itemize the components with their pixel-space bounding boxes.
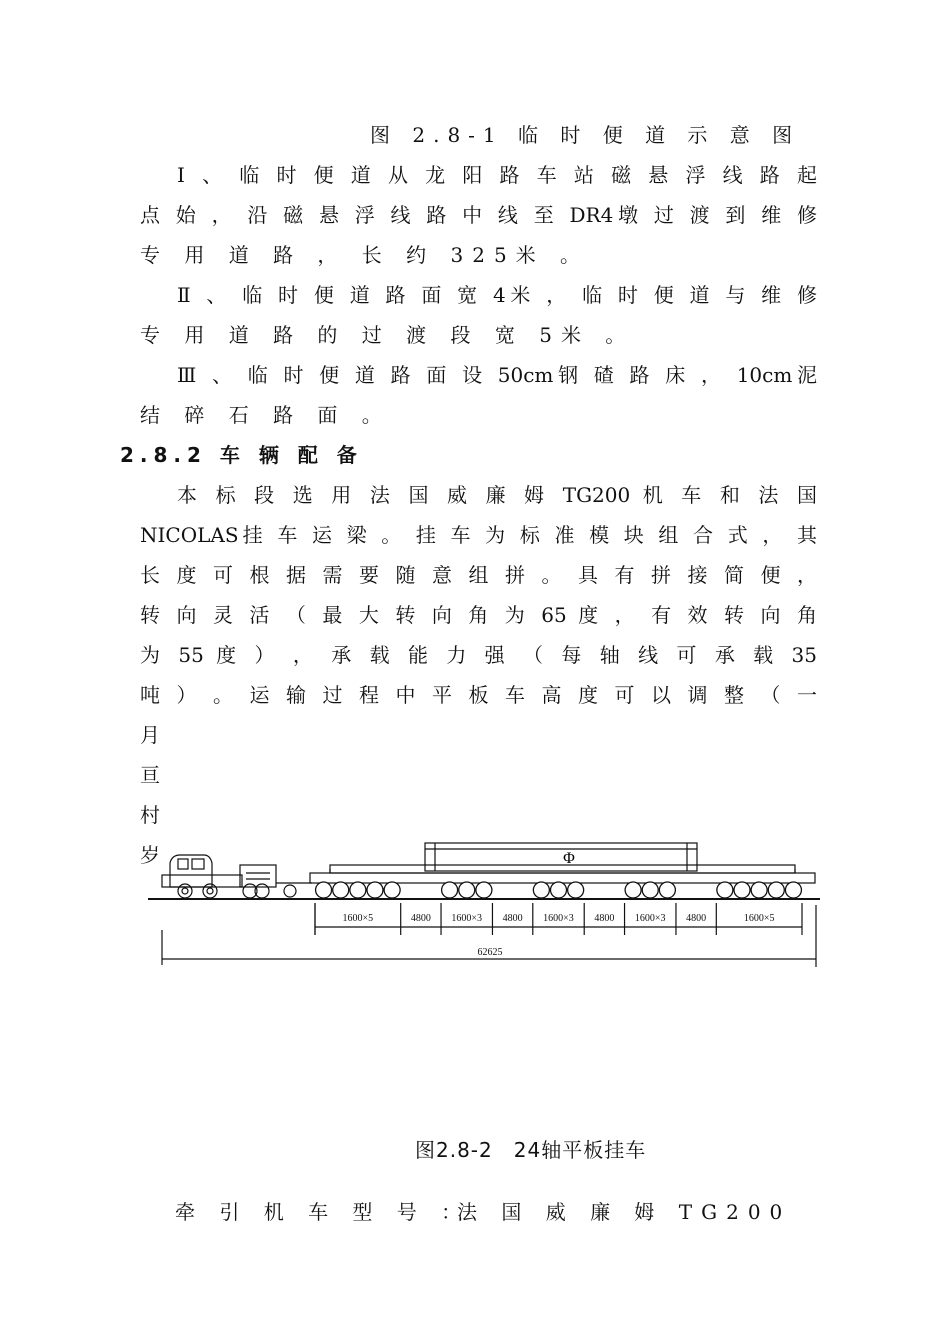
trailer-wheel bbox=[350, 882, 366, 898]
total-length-label: 62625 bbox=[477, 947, 503, 958]
segment-label: 4800 bbox=[686, 913, 707, 924]
trailer-wheel bbox=[333, 882, 349, 898]
trailer-wheel bbox=[717, 882, 733, 898]
trailer-wheel bbox=[734, 882, 750, 898]
clipped-char: 岁 bbox=[140, 843, 160, 867]
trailer-wheel bbox=[384, 882, 400, 898]
trailer-wheel bbox=[751, 882, 767, 898]
segment-label: 4800 bbox=[502, 913, 523, 924]
trailer-wheel bbox=[642, 882, 658, 898]
trailer-wheel bbox=[768, 882, 784, 898]
trailer-wheel bbox=[785, 882, 801, 898]
vehicle-para-line-1: 本 标 段 选 用 法 国 威 廉 姆 TG200 机 车 和 法 国 bbox=[177, 483, 817, 507]
item-1-line-3: 专 用 道 路 ， 长 约 325米 。 bbox=[140, 243, 590, 267]
figure-caption-2-8-1: 图 2.8-1 临 时 便 道 示 意 图 bbox=[370, 123, 801, 147]
segment-label: 4800 bbox=[410, 913, 431, 924]
trailer-wheel bbox=[367, 882, 383, 898]
clipped-char: 亘 bbox=[140, 763, 160, 787]
segment-label: 1600×3 bbox=[543, 913, 574, 924]
clipped-char: 月 bbox=[140, 723, 160, 747]
vehicle-para-line-3: 长 度 可 根 据 需 要 随 意 组 拼 。 具 有 拼 接 简 便 ， bbox=[140, 563, 817, 587]
beam-symbol: Φ bbox=[563, 850, 575, 867]
trailer-wheel bbox=[533, 882, 549, 898]
item-1-line-2: 点 始 ， 沿 磁 悬 浮 线 路 中 线 至 DR4墩 过 渡 到 维 修 bbox=[140, 203, 817, 227]
item-3-line-2: 结 碎 石 路 面 。 bbox=[140, 403, 391, 427]
tractor-model-label: 牵 引 机 车 型 号 ： bbox=[175, 1200, 471, 1224]
vehicle-para-line-2: NICOLAS挂 车 运 梁 。 挂 车 为 标 准 模 块 组 合 式 ， 其 bbox=[140, 523, 817, 547]
trailer-diagram bbox=[140, 835, 830, 975]
trailer-wheel bbox=[625, 882, 641, 898]
clipped-char: 村 bbox=[140, 803, 160, 827]
segment-label: 4800 bbox=[594, 913, 615, 924]
item-3-line-1: Ⅲ 、 临 时 便 道 路 面 设 50cm钢 碴 路 床 ， 10cm泥 bbox=[177, 363, 817, 387]
vehicle-para-line-6: 吨 ） 。 运 输 过 程 中 平 板 车 高 度 可 以 调 整 （ 一 bbox=[140, 683, 817, 707]
tractor-model-value: 法 国 威 廉 姆 TG200 bbox=[457, 1200, 792, 1224]
trailer-wheel bbox=[476, 882, 492, 898]
figure-caption-2-8-2: 图2.8-2 24轴平板挂车 bbox=[415, 1138, 647, 1162]
item-2-line-1: Ⅱ 、 临 时 便 道 路 面 宽 4米 ， 临 时 便 道 与 维 修 bbox=[177, 283, 817, 307]
segment-label: 1600×3 bbox=[634, 913, 666, 924]
segment-label: 1600×5 bbox=[342, 913, 374, 924]
vehicle-para-line-4: 转 向 灵 活 （ 最 大 转 向 角 为 65 度 ， 有 效 转 向 角 bbox=[140, 603, 817, 627]
vehicle-para-line-5: 为 55 度 ） ， 承 载 能 力 强 （ 每 轴 线 可 承 载 35 bbox=[140, 643, 817, 667]
trailer-wheel bbox=[442, 882, 458, 898]
item-2-line-2: 专 用 道 路 的 过 渡 段 宽 5米 。 bbox=[140, 323, 635, 347]
trailer-wheel bbox=[316, 882, 332, 898]
trailer-wheel bbox=[551, 882, 567, 898]
section-heading-2-8-2: 2.8.2 车 辆 配 备 bbox=[120, 443, 363, 467]
segment-label: 1600×3 bbox=[451, 913, 483, 924]
trailer-wheel bbox=[659, 882, 675, 898]
trailer-wheel bbox=[568, 882, 584, 898]
trailer-wheel bbox=[459, 882, 475, 898]
item-1-line-1: Ⅰ 、 临 时 便 道 从 龙 阳 路 车 站 磁 悬 浮 线 路 起 bbox=[177, 163, 817, 187]
segment-label: 1600×5 bbox=[743, 913, 775, 924]
